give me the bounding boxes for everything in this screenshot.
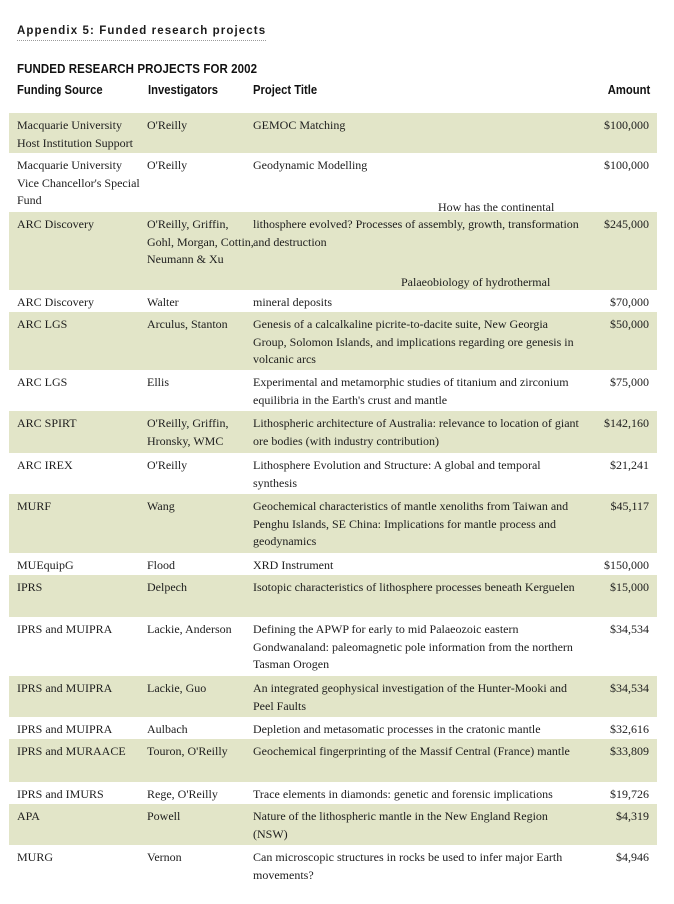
project-title-cell: Experimental and metamorphic studies of titanium and zirconium equilibria in the Earth's crust and mantle xyxy=(253,375,569,407)
investigators-cell: Powell xyxy=(147,809,181,823)
table-row xyxy=(9,717,657,739)
funding-source-cell: ARC SPIRT xyxy=(17,416,77,430)
project-title-cell: Isotopic characteristics of lithosphere processes beneath Kerguelen xyxy=(253,580,575,594)
investigators-cell: O'Reilly xyxy=(147,118,188,132)
amount-cell: $4,319 xyxy=(616,809,649,823)
table-row xyxy=(9,676,657,717)
investigators-cell: Wang xyxy=(147,499,175,513)
funding-source-cell: Macquarie University Host Institution Support xyxy=(17,118,134,150)
funding-source-cell: IPRS and MUIPRA xyxy=(17,622,113,636)
column-header-funding-source: Funding Source xyxy=(17,83,103,97)
amount-cell: $34,534 xyxy=(610,681,649,695)
investigators-cell: Ellis xyxy=(147,375,170,389)
investigators-cell: Delpech xyxy=(147,580,187,594)
funding-source-cell: ARC Discovery xyxy=(17,295,94,309)
funding-source-cell: APA xyxy=(17,809,40,823)
investigators-cell: Lackie, Anderson xyxy=(147,622,232,636)
funding-source-cell: ARC LGS xyxy=(17,317,68,331)
project-title-cell: GEMOC Matching xyxy=(253,118,346,132)
funding-source-cell: ARC Discovery xyxy=(17,217,94,231)
table-row xyxy=(9,739,657,782)
table-row xyxy=(9,212,657,290)
column-header-project-title: Project Title xyxy=(253,83,318,97)
amount-cell: $142,160 xyxy=(604,416,649,430)
funding-source-cell: IPRS and MURAACE xyxy=(17,744,126,758)
column-header-investigators: Investigators xyxy=(148,83,219,97)
table-row xyxy=(9,575,657,617)
investigators-cell: Lackie, Guo xyxy=(147,681,207,695)
investigators-cell: Rege, O'Reilly xyxy=(147,787,218,801)
funding-source-cell: MURF xyxy=(17,499,52,513)
investigators-cell: O'Reilly, Griffin, Hronsky, WMC xyxy=(147,416,229,448)
table-row xyxy=(9,553,657,575)
project-title-cell: Defining the APWP for early to mid Palaeozoic eastern Gondwanaland: paleomagnetic pole information from the northern Tasman Orogen xyxy=(253,622,573,671)
investigators-cell: Walter xyxy=(147,295,179,309)
displaced-title-fragment: How has the continental xyxy=(438,200,555,214)
table-row xyxy=(9,312,657,370)
table-row xyxy=(9,453,657,494)
section-title: FUNDED RESEARCH PROJECTS FOR 2002 xyxy=(17,62,258,76)
amount-cell: $15,000 xyxy=(610,580,649,594)
amount-cell: $100,000 xyxy=(604,158,649,172)
amount-cell: $70,000 xyxy=(610,295,649,309)
funding-source-cell: IPRS and MUIPRA xyxy=(17,681,113,695)
project-title-cell: Geodynamic Modelling xyxy=(253,158,368,172)
funding-source-cell: Macquarie University Vice Chancellor's Special Fund xyxy=(17,158,140,207)
project-title-cell: Trace elements in diamonds: genetic and forensic implications xyxy=(253,787,553,801)
amount-cell: $150,000 xyxy=(604,558,649,572)
displaced-title-fragment: Palaeobiology of hydrothermal xyxy=(401,275,551,289)
project-title-cell: Genesis of a calcalkaline picrite-to-dacite suite, New Georgia Group, Solomon Islands, and implications regarding ore genesis in volcanic arcs xyxy=(253,317,574,366)
project-title-cell: lithosphere evolved? Processes of assembly, growth, transformation and destruction xyxy=(253,217,579,249)
investigators-cell: O'Reilly, Griffin, Gohl, Morgan, Cottin, Neumann & Xu xyxy=(147,217,254,266)
funding-source-cell: MUEquipG xyxy=(17,558,74,572)
amount-cell: $245,000 xyxy=(604,217,649,231)
project-title-cell: Lithosphere Evolution and Structure: A global and temporal synthesis xyxy=(253,458,541,490)
appendix-heading: Appendix 5: Funded research projects xyxy=(17,25,266,41)
investigators-cell: Vernon xyxy=(147,850,182,864)
project-title-cell: Geochemical characteristics of mantle xenoliths from Taiwan and Penghu Islands, SE China: Implications for mantle process and geodynamics xyxy=(253,499,569,548)
project-title-cell: Lithospheric architecture of Australia: relevance to location of giant ore bodies (with industry contribution) xyxy=(253,416,579,448)
table-row xyxy=(9,290,657,312)
project-title-cell: Can microscopic structures in rocks be used to infer major Earth movements? xyxy=(253,850,563,882)
amount-cell: $75,000 xyxy=(610,375,649,389)
column-header-amount: Amount xyxy=(607,83,650,97)
project-title-cell: XRD Instrument xyxy=(253,558,334,572)
table-row xyxy=(9,370,657,411)
table-row xyxy=(9,617,657,676)
table-row xyxy=(9,113,657,153)
amount-cell: $34,534 xyxy=(610,622,649,636)
amount-cell: $100,000 xyxy=(604,118,649,132)
table-row xyxy=(9,411,657,453)
investigators-cell: O'Reilly xyxy=(147,158,188,172)
table-row xyxy=(9,845,657,887)
amount-cell: $33,809 xyxy=(610,744,649,758)
project-title-cell: Nature of the lithospheric mantle in the New England Region (NSW) xyxy=(253,809,548,841)
funding-source-cell: ARC LGS xyxy=(17,375,68,389)
amount-cell: $32,616 xyxy=(610,722,649,736)
investigators-cell: Arculus, Stanton xyxy=(147,317,228,331)
amount-cell: $45,117 xyxy=(610,499,649,513)
project-title-cell: Depletion and metasomatic processes in the cratonic mantle xyxy=(253,722,541,736)
investigators-cell: O'Reilly xyxy=(147,458,188,472)
project-title-cell: Geochemical fingerprinting of the Massif Central (France) mantle xyxy=(253,744,570,758)
funding-source-cell: IPRS xyxy=(17,580,43,594)
investigators-cell: Aulbach xyxy=(147,722,188,736)
amount-cell: $21,241 xyxy=(610,458,649,472)
investigators-cell: Flood xyxy=(147,558,176,572)
investigators-cell: Touron, O'Reilly xyxy=(147,744,228,758)
amount-cell: $50,000 xyxy=(610,317,649,331)
project-title-cell: mineral deposits xyxy=(253,295,332,309)
funding-source-cell: ARC IREX xyxy=(17,458,73,472)
funding-source-cell: MURG xyxy=(17,850,54,864)
amount-cell: $19,726 xyxy=(610,787,649,801)
project-title-cell: An integrated geophysical investigation of the Hunter-Mooki and Peel Faults xyxy=(253,681,568,713)
table-row xyxy=(9,782,657,804)
amount-cell: $4,946 xyxy=(616,850,649,864)
funding-source-cell: IPRS and IMURS xyxy=(17,787,104,801)
funding-source-cell: IPRS and MUIPRA xyxy=(17,722,113,736)
table-row xyxy=(9,153,657,210)
table-row xyxy=(9,494,657,553)
table-row xyxy=(9,804,657,845)
